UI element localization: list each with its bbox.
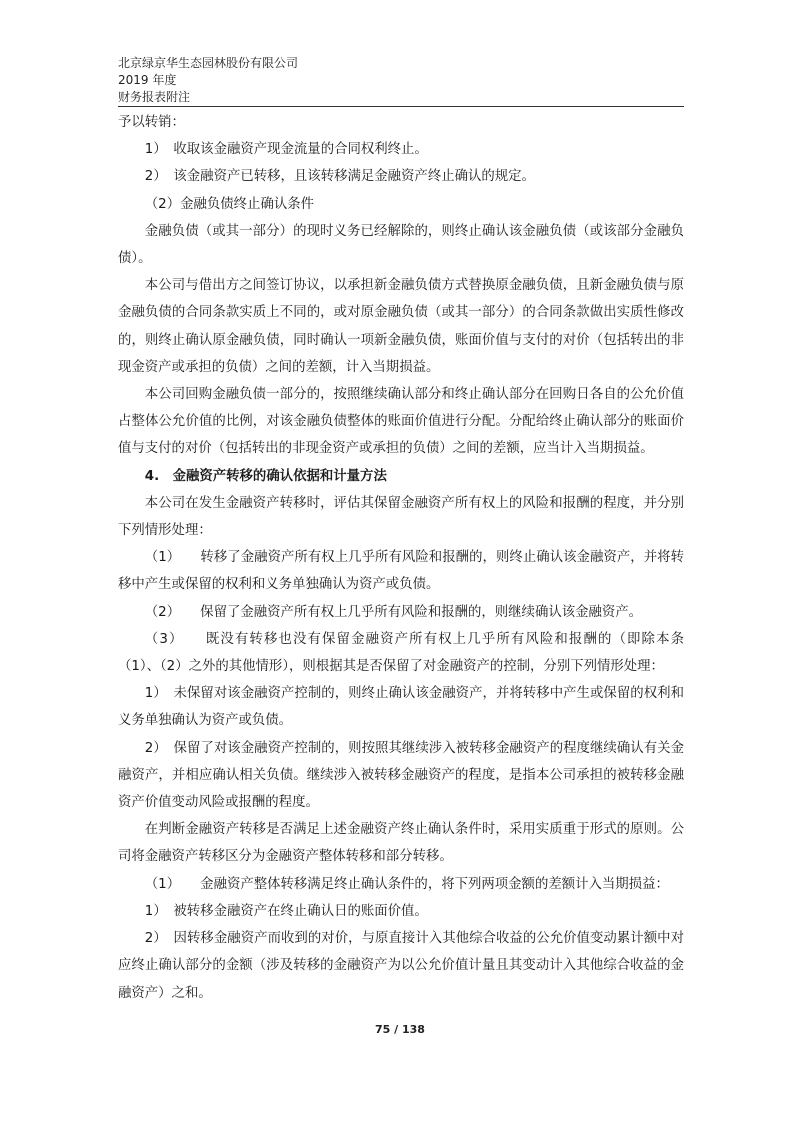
paragraph: 予以转销： <box>118 115 185 130</box>
paragraph: （1） 转移了金融资产所有权上几乎所有风险和报酬的，则终止确认该金融资产，并将转移中产生或保留的权利和义务单独确认为资产或负债。 <box>118 550 684 593</box>
paragraph: 1） 未保留对该金融资产控制的，则终止确认该金融资产，并将转移中产生或保留的权利和义务单独确认为资产或负债。 <box>118 686 684 729</box>
page-header <box>118 55 684 106</box>
section-heading: 4. 金融资产转移的确认依据和计量方法 <box>144 468 387 484</box>
document-body <box>118 109 684 1007</box>
paragraph: （2）金融负债终止确认条件 <box>144 196 315 212</box>
paragraph: （2） 保留了金融资产所有权上几乎所有风险和报酬的，则继续确认该金融资产。 <box>144 604 643 620</box>
paragraph: 2） 该金融资产已转移，且该转移满足金融资产终止确认的规定。 <box>144 169 535 185</box>
header-section: 财务报表附注 <box>118 90 191 104</box>
paragraph: 2） 保留了对该金融资产控制的，则按照其继续涉入被转移金融资产的程度继续确认有关金融资产，并相应确认相关负债。继续涉入被转移金融资产的程度，是指本公司承担的被转移金融资产价值变动风险或报酬的程度。 <box>118 740 684 811</box>
header-year: 2019 年度 <box>118 73 177 87</box>
paragraph: 在判断金融资产转移是否满足上述金融资产终止确认条件时，采用实质重于形式的原则。公司将金融资产转移区分为金融资产整体转移和部分转移。 <box>118 822 684 865</box>
paragraph: 本公司回购金融负债一部分的，按照继续确认部分和终止确认部分在回购日各自的公允价值占整体公允价值的比例，对该金融负债整体的账面价值进行分配。分配给终止确认部分的账面价值与支付的对价（包括转出的非现金资产或承担的负债）之间的差额，应当计入当期损益。 <box>118 387 684 457</box>
paragraph: 1） 被转移金融资产在终止确认日的账面价值。 <box>144 903 428 919</box>
paragraph: 金融负债（或其一部分）的现时义务已经解除的，则终止确认该金融负债（或该部分金融负债）。 <box>118 223 684 267</box>
paragraph: 1） 收取该金融资产现金流量的合同权利终止。 <box>144 142 428 158</box>
paragraph: （1） 金融资产整体转移满足终止确认条件的，将下列两项金额的差额计入当期损益： <box>144 876 669 892</box>
paragraph: 本公司与借出方之间签订协议，以承担新金融负债方式替换原金融负债，且新金融负债与原金融负债的合同条款实质上不同的，或对原金融负债（或其一部分）的合同条款做出实质性修改的，则终止确认原金融负债，同时确认一项新金融负债，账面价值与支付的对价（包括转出的非现金资产或承担的负债）之间的差额，计入当期损益。 <box>118 278 684 375</box>
paragraph: 2） 因转移金融资产而收到的对价，与原直接计入其他综合收益的公允价值变动累计额中对应终止确认部分的金额（涉及转移的金融资产为以公允价值计量且其变动计入其他综合收益的金融资产）之和。 <box>118 931 684 1001</box>
paragraph: 本公司在发生金融资产转移时，评估其保留金融资产所有权上的风险和报酬的程度，并分别下列情形处理： <box>118 495 684 539</box>
header-company: 北京绿京华生态园林股份有限公司 <box>118 56 299 70</box>
page-number: 75 / 138 <box>375 1023 425 1036</box>
header-rule <box>118 106 684 107</box>
paragraph: （3） 既没有转移也没有保留金融资产所有权上几乎所有风险和报酬的（即除本条（1）、（2）之外的其他情形），则根据其是否保留了对金融资产的控制，分别下列情形处理： <box>118 631 684 675</box>
